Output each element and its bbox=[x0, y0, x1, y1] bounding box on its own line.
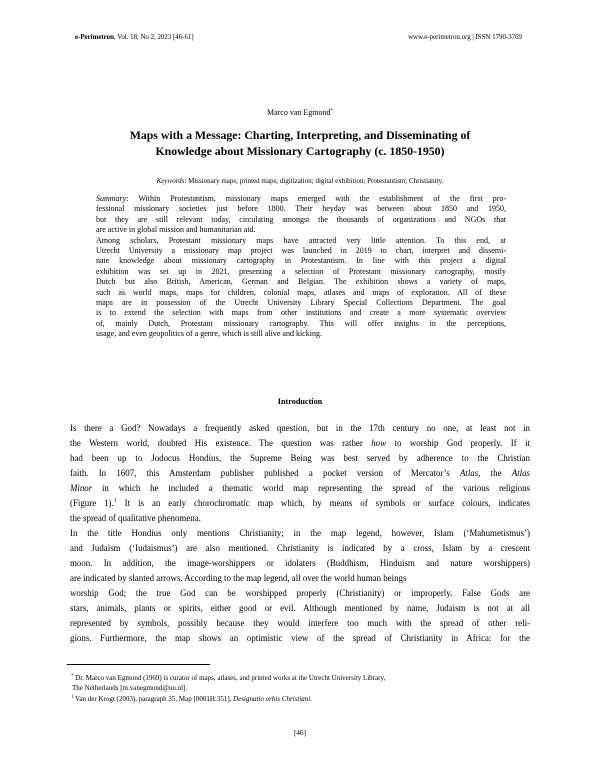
body-line: faith. In 1607, this Amsterdam publisher published a pocket version of Mercator’s Atlas, the Atlas bbox=[70, 468, 531, 478]
book-title-minor: Minor bbox=[70, 483, 93, 493]
body-line: had been up to Jodocus Hondius, the Supreme Being was best served by adherence to the Christian bbox=[70, 453, 530, 463]
title-line-2: Knowledge about Missionary Cartography (c. 1850-1950) bbox=[155, 144, 445, 158]
book-title-atlas: Atlas bbox=[459, 468, 479, 478]
page-number: [46] bbox=[294, 729, 306, 737]
abstract-line: Dutch but also British, American, German and Belgian. The exhibition shows a variety of maps, bbox=[96, 277, 506, 287]
author-footnote-mark: * bbox=[330, 109, 334, 114]
book-title-atlas-minor: Atlas bbox=[511, 468, 531, 478]
abstract-line: is to extend the selection with maps from other institutions and create a more systematic overview bbox=[96, 308, 506, 318]
section-heading-introduction: Introduction bbox=[277, 397, 323, 406]
abstract-line: such as world maps, maps for children, colonial maps, atlases and maps of exploration. All of these bbox=[96, 287, 506, 297]
running-header-left bbox=[75, 33, 194, 42]
footnotes bbox=[71, 672, 531, 704]
body-line: In the title Hondius only mentions Christianity; in the map legend, however, Islam (‘Mahumetismus’) bbox=[70, 528, 530, 538]
footnote-ref-1[interactable]: 1 bbox=[113, 498, 117, 504]
body-text bbox=[70, 421, 530, 646]
abstract-line: but they are still relevant today, circulating amongst the thousands of organizations and NGOs that bbox=[96, 214, 506, 224]
footnote-1: $^1$ Van der Krogt (2003), paragraph 35, Map [0001H:351], Designatio orbis Christiani. bbox=[71, 695, 312, 703]
footnote-author-cont: The Netherlands [m.vanegmond@uu.nl]. bbox=[72, 684, 188, 692]
abstract-line: Among scholars, Protestant missionary maps have attracted very little attention. To this end, at bbox=[96, 235, 506, 245]
author-name: Marco van Egmond bbox=[266, 108, 331, 117]
running-header-right: www.e-perimetron.org | ISSN 1790-3769 bbox=[408, 34, 522, 41]
body-line: are indicated by slanted arrows. According to the map legend, all over the world human beings bbox=[70, 573, 407, 583]
title-line-1: Maps with a Message: Charting, Interpreting, and Disseminating of bbox=[129, 128, 471, 142]
abstract-line: Summary: Within Protestantism, missionary maps emerged with the establishment of the first pro- bbox=[96, 194, 506, 203]
body-line: and Judaism (‘Iudaismus’) are also mentioned. Christianity is indicated by a cross, Islam by a crescent bbox=[70, 543, 530, 553]
body-line: gions. Furthermore, the map shows an optimistic view of the spread of Christianity in Africa: for the bbox=[70, 633, 530, 643]
journal-info: , Vol. 18, No 2, 2023 [46-61] bbox=[113, 34, 194, 41]
paper-title bbox=[90, 127, 510, 159]
emphasis: how bbox=[371, 438, 387, 448]
body-line: represented by symbols, possibly because they would interfere too much with the spread of other reli- bbox=[70, 618, 530, 628]
keywords-label: Keywords bbox=[156, 177, 185, 185]
abstract-line: fessional missionary societies just before 1800. Their heyday was between about 1850 and 1950, bbox=[96, 204, 506, 214]
keywords bbox=[0, 177, 600, 186]
abstract-line: are active in global mission and humanitarian aid. bbox=[96, 225, 256, 235]
body-line: the spread of qualitative phenomena. bbox=[70, 513, 201, 523]
abstract-line: nate knowledge about missionary cartography in Protestantism. In line with this project a digital bbox=[96, 256, 506, 266]
abstract-line: exhibition was set up in 2021, presenting a selection of Protestant missionary cartography, mostly bbox=[96, 266, 506, 276]
abstract-line: maps are in possession of the Utrecht University Library Special Collections Department. The goal bbox=[96, 298, 506, 308]
footnote-author: * Dr. Marco van Egmond (1969) is curator of maps, atlases, and printed works at the Utrecht University Library, bbox=[71, 674, 386, 682]
abstract-line: Utrecht University a missionary map project was launched in 2019 to chart, interpret and dissemi- bbox=[96, 246, 506, 256]
body-line: Minor in which he included a thematic world map representing the spread of the various religions bbox=[70, 483, 530, 493]
author-line bbox=[0, 107, 600, 118]
journal-name: e-Perimetron bbox=[75, 34, 114, 41]
body-line: moon. In addition, the image-worshippers or idolaters (Buddhism, Hinduism and nature worshippers) bbox=[70, 558, 530, 568]
body-line: Is there a God? Nowadays a frequently asked question, but in the 17th century no one, at least not in bbox=[70, 423, 530, 433]
abstract-line: of, mainly Dutch, Protestant missionary cartography. This will offer insights in the perceptions, bbox=[96, 318, 506, 328]
abstract bbox=[96, 194, 506, 340]
body-line: (Figure 1).$^1$ It is an early chorochromatic map which, by means of symbols or surface colours, indicates bbox=[70, 498, 530, 508]
footnote-separator bbox=[67, 664, 210, 665]
abstract-line: usage, and even geopolitics of a genre, which is still alive and kicking. bbox=[96, 329, 322, 339]
keywords-text: : Missionary maps; printed maps; digitization; digital exhibition; Protestantism; Christianity. bbox=[184, 177, 444, 185]
body-line: worship God; the true God can be worshipped properly (Christianity) or improperly. False Gods are bbox=[70, 588, 530, 598]
body-line: the Western world, doubted His existence. The question was rather how to worship God properly. If it bbox=[70, 438, 531, 448]
abstract-label: Summary bbox=[96, 194, 127, 203]
body-line: stars, animals, plants or spirits, either good or evil. Although mentioned by name, Judaism is not at all bbox=[70, 603, 530, 613]
